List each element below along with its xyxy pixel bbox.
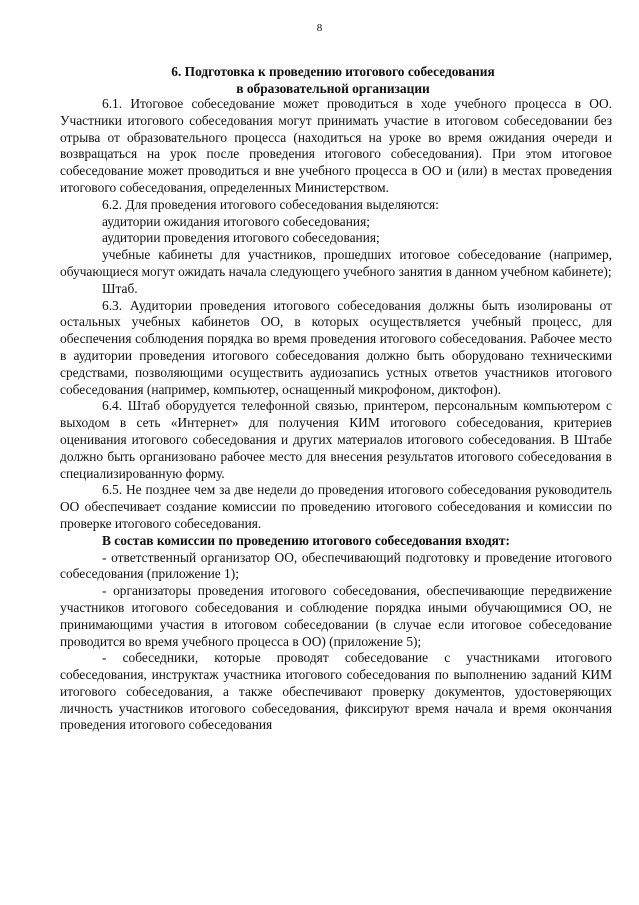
list-item-headquarters: Штаб. (102, 280, 138, 296)
list-item-interviewers: - собеседники, которые проводят собеседование с участниками итогового собеседования, инструктаж участника итогового собеседования по выполнению заданий КИМ итогового собеседования, а также обеспечивают проверку документов, удостоверяющих личность участников итогового собеседования, фиксируют время начала и время окончания проведения итогового собеседования (60, 650, 612, 733)
list-item-exam-rooms: аудитории проведения итогового собеседования; (102, 230, 380, 246)
list-item-organizers: - организаторы проведения итогового собеседования, обеспечивающие передвижение участников итогового собеседования и соблюдение порядка иными обучающимися ОО, не принимающими участия в итоговом собеседовании (в случае если итоговое собеседование проводится во время учебного процесса в ОО) (приложение 5); (60, 583, 612, 649)
list-item-waiting-rooms: аудитории ожидания итогового собеседования; (102, 213, 370, 229)
section-title-line-1: 6. Подготовка к проведению итогового собеседования (171, 64, 495, 79)
paragraph-6-3: 6.3. Аудитории проведения итогового собеседования должны быть изолированы от остальных учебных кабинетов ОО, в которых осуществляется учебный процесс, для обеспечения соблюдения порядка во время проведения итогового собеседования. Рабочее место в аудитории проведения итогового собеседования должно быть оборудовано техническими средствами, позволяющими осуществить аудиозапись устных ответов участников итогового собеседования (например, компьютер, оснащенный микрофоном, диктофон). (60, 297, 612, 397)
commission-composition-heading: В состав комиссии по проведению итогового собеседования входят: (102, 532, 510, 548)
paragraph-6-1: 6.1. Итоговое собеседование может проводиться в ходе учебного процесса в ОО. Участники итогового собеседования могут принимать участие в итоговом собеседовании без отрыва от образовательного процесса (находиться на уроке во время ожидания очереди и возвращаться на урок после проведения итогового собеседования). При этом итоговое собеседование может проводиться и вне учебного процесса в ОО и (или) в местах проведения итогового собеседования, определенных Министерством. (60, 96, 612, 195)
list-item-classrooms: учебные кабинеты для участников, прошедших итоговое собеседование (например, обучающиеся могут ожидать начала следующего учебного занятия в данном учебном кабинете); (60, 247, 612, 279)
section-title-line-2: в образовательной организации (236, 80, 430, 96)
paragraph-6-2: 6.2. Для проведения итогового собеседования выделяются: (102, 196, 439, 212)
paragraph-6-5: 6.5. Не позднее чем за две недели до проведения итогового собеседования руководитель ОО обеспечивает создание комиссии по проведению итогового собеседования и комиссии по проверке итогового собеседования. (60, 482, 612, 531)
document-body (60, 96, 612, 734)
section-heading (60, 64, 606, 98)
list-item-responsible-organizer: - ответственный организатор ОО, обеспечивающий подготовку и проведение итогового собеседования (приложение 1); (60, 549, 612, 582)
page-number: 8 (316, 22, 323, 34)
paragraph-6-4: 6.4. Штаб оборудуется телефонной связью, принтером, персональным компьютером с выходом в сеть «Интернет» для получения КИМ итогового собеседования, критериев оценивания итогового собеседования и других материалов итогового собеседования. В Штабе должно быть организовано рабочее место для внесения результатов итогового собеседования в специализированную форму. (60, 398, 612, 481)
